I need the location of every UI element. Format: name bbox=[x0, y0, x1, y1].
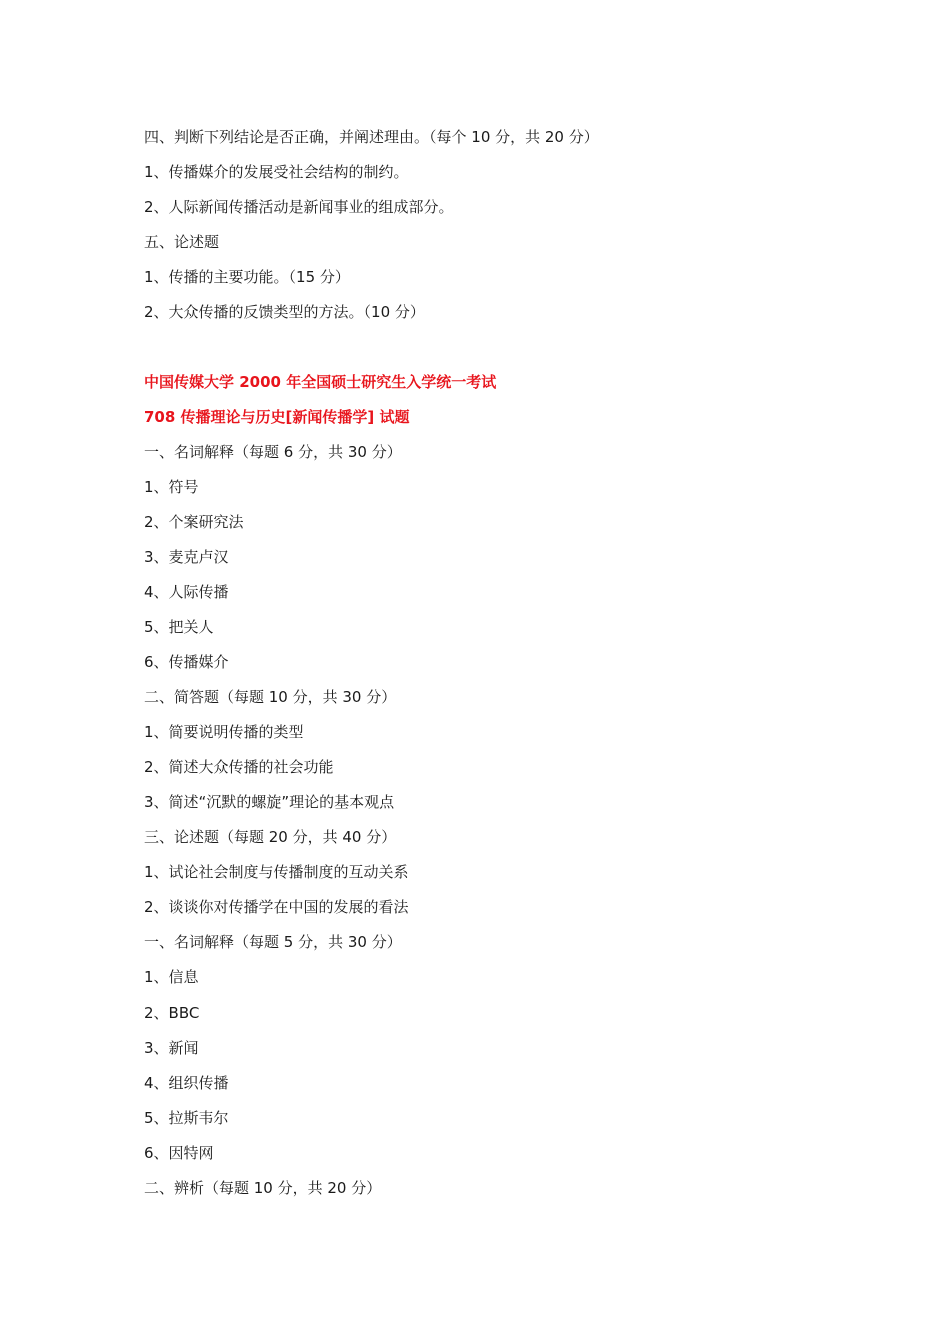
question-item: 2、BBC bbox=[144, 1004, 200, 1022]
section-heading: 二、简答题（每题 10 分，共 30 分） bbox=[144, 688, 397, 706]
question-item: 1、符号 bbox=[144, 478, 199, 496]
question-item: 1、传播媒介的发展受社会结构的制约。 bbox=[144, 163, 409, 181]
question-item: 1、传播的主要功能。（15 分） bbox=[144, 268, 350, 286]
section-heading: 一、名词解释（每题 5 分，共 30 分） bbox=[144, 933, 402, 951]
question-item: 1、简要说明传播的类型 bbox=[144, 723, 304, 741]
section-heading: 四、判断下列结论是否正确，并阐述理由。（每个 10 分，共 20 分） bbox=[144, 128, 599, 146]
question-item: 3、新闻 bbox=[144, 1039, 199, 1057]
exam-title: 中国传媒大学 2000 年全国硕士研究生入学统一考试 bbox=[144, 373, 497, 391]
question-item: 3、麦克卢汉 bbox=[144, 548, 229, 566]
question-item: 2、简述大众传播的社会功能 bbox=[144, 758, 334, 776]
section-heading: 一、名词解释（每题 6 分，共 30 分） bbox=[144, 443, 402, 461]
section-heading: 二、辨析（每题 10 分，共 20 分） bbox=[144, 1179, 382, 1197]
question-item: 4、人际传播 bbox=[144, 583, 229, 601]
question-item: 3、简述“沉默的螺旋”理论的基本观点 bbox=[144, 793, 395, 811]
question-item: 4、组织传播 bbox=[144, 1074, 229, 1092]
question-item: 1、试论社会制度与传播制度的互动关系 bbox=[144, 863, 409, 881]
question-item: 6、因特网 bbox=[144, 1144, 214, 1162]
question-item: 2、人际新闻传播活动是新闻事业的组成部分。 bbox=[144, 198, 454, 216]
section-heading: 三、论述题（每题 20 分，共 40 分） bbox=[144, 828, 397, 846]
question-item: 2、大众传播的反馈类型的方法。（10 分） bbox=[144, 303, 425, 321]
exam-subtitle: 708 传播理论与历史[新闻传播学] 试题 bbox=[144, 408, 410, 426]
question-item: 2、谈谈你对传播学在中国的发展的看法 bbox=[144, 898, 409, 916]
question-item: 5、把关人 bbox=[144, 618, 214, 636]
question-item: 5、拉斯韦尔 bbox=[144, 1109, 229, 1127]
question-item: 6、传播媒介 bbox=[144, 653, 229, 671]
question-item: 1、信息 bbox=[144, 968, 199, 986]
question-item: 2、个案研究法 bbox=[144, 513, 244, 531]
section-heading: 五、论述题 bbox=[144, 233, 220, 251]
